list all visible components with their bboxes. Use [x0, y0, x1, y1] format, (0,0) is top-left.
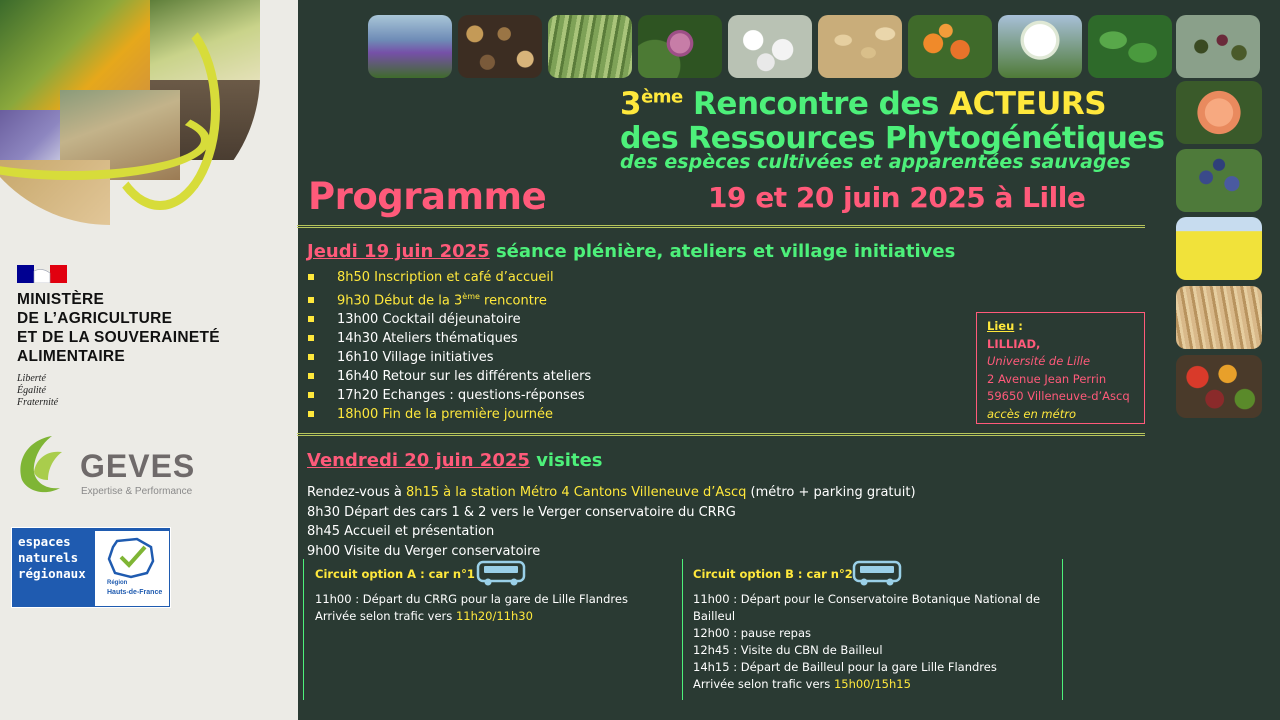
- wheat-ears-photo: [1176, 286, 1262, 349]
- enr-wordmark: [18, 534, 86, 582]
- bullet-icon: [308, 354, 314, 360]
- ministry-line: ALIMENTAIRE: [17, 348, 126, 365]
- lupine-photo: [368, 15, 452, 78]
- circuit-b-line: [693, 676, 1040, 693]
- circuit-b-text: Arrivée selon trafic vers: [693, 677, 834, 691]
- plant-photo-collage: [0, 0, 260, 225]
- circuit-b-line: 12h45 : Visite du CBN de Bailleul: [693, 643, 883, 657]
- bullet-icon: [308, 392, 314, 398]
- event-title-line-1: [620, 86, 1106, 122]
- circuit-a-title: Circuit option A : car n°1: [315, 567, 475, 581]
- tomatoes-photo: [1176, 355, 1262, 418]
- day2-line: 9h00 Visite du Verger conservatoire: [307, 543, 541, 559]
- ministry-name: [17, 290, 220, 366]
- circuit-a-text: Arrivée selon trafic vers: [315, 609, 456, 623]
- geves-name: GEVES: [80, 448, 196, 484]
- wheat-photo: [548, 15, 632, 78]
- schedule-text: rencontre: [479, 293, 547, 309]
- day2-line: [307, 483, 916, 503]
- schedule-text: 13h00 Cocktail déjeunatoire: [337, 312, 521, 328]
- day1-schedule: [306, 268, 591, 424]
- region-label: Région: [107, 580, 128, 586]
- geves-logo-icon: [14, 432, 74, 496]
- enr-line: régionaux: [18, 566, 86, 581]
- day2-subtitle: visites: [529, 450, 603, 471]
- day2-date: Vendredi 20 juin 2025: [307, 450, 530, 471]
- schedule-sup: ème: [462, 292, 480, 301]
- venue-city: 59650 Villeneuve-d’Ascq: [987, 389, 1130, 404]
- motto-line: Égalité: [17, 385, 46, 396]
- circuit-a-line: [315, 608, 628, 625]
- left-panel: [0, 0, 298, 720]
- circuit-b-details: [693, 591, 1040, 693]
- bullet-icon: [308, 373, 314, 379]
- republic-motto: [17, 373, 58, 409]
- circuit-a-details: [315, 591, 628, 625]
- schedule-item: [306, 367, 591, 386]
- event-subtitle: des espèces cultivées et apparentées sauvages: [620, 151, 1131, 173]
- seeds-photo: [818, 15, 902, 78]
- edition-suffix: ème: [641, 86, 683, 108]
- venue-access: accès en métro: [987, 406, 1076, 421]
- day2-text: (métro + parking gratuit): [746, 485, 916, 500]
- edition-number: 3: [620, 86, 642, 122]
- bullet-icon: [308, 297, 314, 303]
- title-text: Rencontre des: [682, 86, 950, 122]
- motto-line: Liberté: [17, 373, 46, 384]
- day1-heading: [307, 241, 955, 262]
- seed-cups-photo: [458, 15, 542, 78]
- day2-heading: [307, 450, 603, 471]
- event-title-line-2: des Ressources Phytogénétiques: [620, 121, 1165, 156]
- plums-photo: [1176, 149, 1262, 212]
- ministry-line: DE L’AGRICULTURE: [17, 310, 173, 327]
- motto-line: Fraternité: [17, 397, 59, 408]
- day1-date: Jeudi 19 juin 2025: [307, 241, 490, 262]
- day2-line: 8h30 Départ des cars 1 & 2 vers le Verger conservatoire du CRRG: [307, 504, 736, 520]
- olives-photo: [1176, 15, 1260, 78]
- ministry-line: ET DE LA SOUVERAINETÉ: [17, 329, 220, 346]
- bullet-icon: [308, 274, 314, 280]
- schedule-item: [306, 405, 591, 424]
- divider: [297, 225, 1145, 228]
- title-highlight: ACTEURS: [949, 86, 1107, 122]
- venue-title-suffix: :: [1014, 319, 1023, 333]
- venue-title: Lieu: [987, 319, 1015, 333]
- schedule-text: 17h20 Echanges : questions-réponses: [337, 388, 585, 404]
- schedule-text: 16h10 Village initiatives: [337, 350, 494, 366]
- circuit-a-line: 11h00 : Départ du CRRG pour la gare de Lille Flandres: [315, 592, 628, 606]
- day2-schedule: [307, 483, 916, 561]
- schedule-text: 9h30 Début de la 3: [337, 293, 463, 309]
- venue-street: 2 Avenue Jean Perrin: [987, 371, 1107, 386]
- bullet-icon: [308, 335, 314, 341]
- apricots-photo: [908, 15, 992, 78]
- circuit-b-line: Bailleul: [693, 609, 736, 623]
- rose-photo: [1176, 81, 1262, 144]
- enr-line: espaces: [18, 534, 71, 549]
- ministry-line: MINISTÈRE: [17, 291, 105, 308]
- circuit-b-title: Circuit option B : car n°2: [693, 567, 853, 581]
- schedule-item: [306, 268, 591, 287]
- bullet-icon: [308, 411, 314, 417]
- bus-icon: [852, 560, 902, 587]
- programme-heading: Programme: [308, 175, 547, 218]
- enr-line: naturels: [18, 550, 79, 565]
- region-card: [95, 531, 169, 606]
- rapeseed-field-photo: [1176, 217, 1262, 280]
- day1-subtitle: séance plénière, ateliers et village initiatives: [489, 241, 956, 262]
- schedule-item: [306, 287, 591, 310]
- venue-box: [976, 312, 1145, 424]
- onion-flower-photo: [998, 15, 1082, 78]
- schedule-item: [306, 348, 591, 367]
- schedule-text: 16h40 Retour sur les différents ateliers: [337, 369, 592, 385]
- marianne-logo-icon: [17, 265, 67, 283]
- circuit-b-line: 14h15 : Départ de Bailleul pour la gare Lille Flandres: [693, 660, 997, 674]
- france-map-icon: [103, 535, 161, 579]
- white-flowers-photo: [728, 15, 812, 78]
- region-name: Hauts-de-France: [107, 589, 163, 596]
- clover-photo: [638, 15, 722, 78]
- mint-photo: [1088, 15, 1172, 78]
- bullet-icon: [308, 316, 314, 322]
- schedule-text: 14h30 Ateliers thématiques: [337, 331, 518, 347]
- circuit-b-line: 11h00 : Départ pour le Conservatoire Botanique National de: [693, 592, 1041, 606]
- venue-name: LILLIAD,: [987, 336, 1041, 351]
- day2-text: Rendez-vous à: [307, 485, 406, 500]
- schedule-text: 8h50 Inscription et café d’accueil: [337, 270, 554, 285]
- enr-logo: [11, 527, 171, 608]
- day2-line: 8h45 Accueil et présentation: [307, 524, 495, 539]
- schedule-item: [306, 329, 591, 348]
- geves-tagline: Expertise & Performance: [81, 486, 193, 497]
- event-date: 19 et 20 juin 2025 à Lille: [708, 181, 1086, 214]
- schedule-text: 18h00 Fin de la première journée: [337, 407, 553, 423]
- schedule-item: [306, 310, 591, 329]
- venue-university: Université de Lille: [987, 354, 1091, 369]
- bus-icon: [476, 560, 526, 587]
- schedule-item: [306, 386, 591, 405]
- circuit-b-time: 15h00/15h15: [833, 677, 911, 691]
- divider: [297, 433, 1145, 436]
- circuit-b-line: 12h00 : pause repas: [693, 626, 811, 640]
- day2-highlight: 8h15 à la station Métro 4 Cantons Villeneuve d’Ascq: [406, 485, 747, 500]
- circuit-a-time: 11h20/11h30: [455, 609, 533, 623]
- circuit-a-border: [303, 559, 304, 700]
